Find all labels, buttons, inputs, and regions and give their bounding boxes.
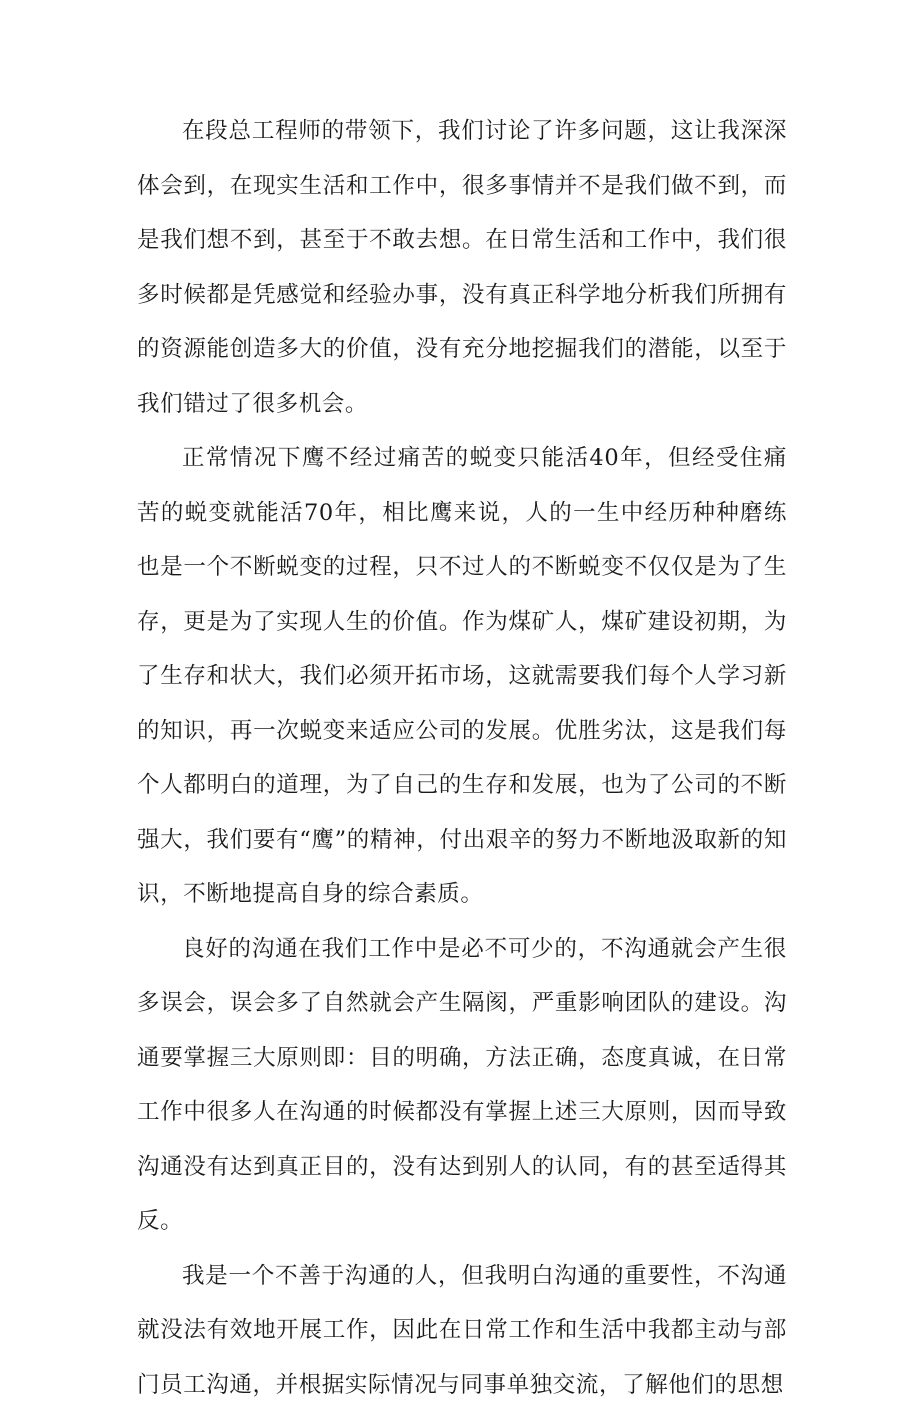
- paragraph-1: 在段总工程师的带领下，我们讨论了许多问题，这让我深深体会到，在现实生活和工作中，很多事情并不是我们做不到，而是我们想不到，甚至于不敢去想。在日常生活和工作中，我们很多时候都是凭感觉和经验办事，没有真正科学地分析我们所拥有的资源能创造多大的价值，没有充分地挖掘我们的潜能，以至于我们错过了很多机会。: [137, 104, 787, 431]
- paragraph-4: 我是一个不善于沟通的人，但我明白沟通的重要性，不沟通就没法有效地开展工作，因此在日常工作和生活中我都主动与部门员工沟通，并根据实际情况与同事单独交流，了解他们的思想: [137, 1249, 787, 1412]
- document-body: [137, 104, 787, 1412]
- paragraph-3: 良好的沟通在我们工作中是必不可少的，不沟通就会产生很多误会，误会多了自然就会产生隔阂，严重影响团队的建设。沟通要掌握三大原则即：目的明确，方法正确，态度真诚，在日常工作中很多人在沟通的时候都没有掌握上述三大原则，因而导致沟通没有达到真正目的，没有达到别人的认同，有的甚至适得其反。: [137, 922, 787, 1249]
- paragraph-2: 正常情况下鹰不经过痛苦的蜕变只能活40年，但经受住痛苦的蜕变就能活70年，相比鹰来说，人的一生中经历种种磨练也是一个不断蜕变的过程，只不过人的不断蜕变不仅仅是为了生存，更是为了实现人生的价值。作为煤矿人，煤矿建设初期，为了生存和状大，我们必须开拓市场，这就需要我们每个人学习新的知识，再一次蜕变来适应公司的发展。优胜劣汰，这是我们每个人都明白的道理，为了自己的生存和发展，也为了公司的不断强大，我们要有“鹰”的精神，付出艰辛的努力不断地汲取新的知识，不断地提高自身的综合素质。: [137, 431, 787, 922]
